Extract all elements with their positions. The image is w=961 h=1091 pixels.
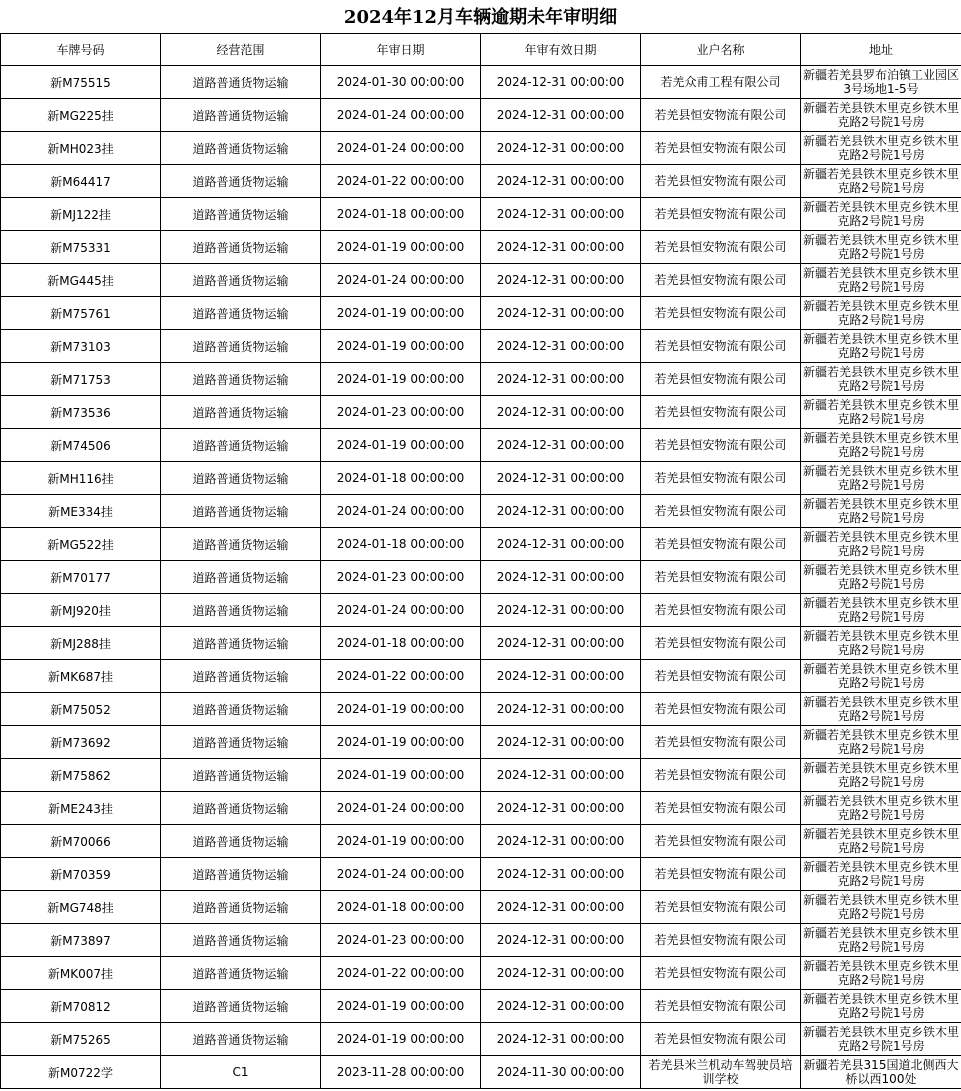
company-name-cell: 若羌县恒安物流有限公司 [641,363,801,396]
business-scope-cell: 道路普通货物运输 [161,627,321,660]
company-name-cell: 若羌县恒安物流有限公司 [641,330,801,363]
address-cell: 新疆若羌县铁木里克乡铁木里克路2号院1号房 [801,429,961,462]
table-row [1,132,961,165]
inspection-date-cell: 2023-11-28 00:00:00 [321,1056,481,1089]
valid-until-cell: 2024-12-31 00:00:00 [481,396,641,429]
address-cell: 新疆若羌县罗布泊镇工业园区3号场地1-5号 [801,66,961,99]
address-cell: 新疆若羌县铁木里克乡铁木里克路2号院1号房 [801,297,961,330]
valid-until-cell: 2024-12-31 00:00:00 [481,660,641,693]
valid-until-cell: 2024-12-31 00:00:00 [481,627,641,660]
inspection-date-cell: 2024-01-19 00:00:00 [321,330,481,363]
inspection-date-cell: 2024-01-19 00:00:00 [321,231,481,264]
table-row [1,924,961,957]
address-cell: 新疆若羌县铁木里克乡铁木里克路2号院1号房 [801,330,961,363]
business-scope-cell: 道路普通货物运输 [161,495,321,528]
table-header-row [1,34,961,66]
table-row [1,660,961,693]
company-name-cell: 若羌县恒安物流有限公司 [641,990,801,1023]
table-row [1,627,961,660]
plate-number-cell: 新MH116挂 [1,462,161,495]
address-cell: 新疆若羌县铁木里克乡铁木里克路2号院1号房 [801,957,961,990]
inspection-date-cell: 2024-01-18 00:00:00 [321,198,481,231]
valid-until-cell: 2024-12-31 00:00:00 [481,264,641,297]
plate-number-cell: 新M70177 [1,561,161,594]
plate-number-cell: 新M64417 [1,165,161,198]
inspection-date-cell: 2024-01-18 00:00:00 [321,891,481,924]
business-scope-cell: 道路普通货物运输 [161,66,321,99]
table-row [1,99,961,132]
company-name-cell: 若羌县恒安物流有限公司 [641,693,801,726]
page-title: 2024年12月车辆逾期未年审明细 [343,7,618,28]
business-scope-cell: 道路普通货物运输 [161,693,321,726]
business-scope-cell: 道路普通货物运输 [161,957,321,990]
valid-until-cell: 2024-12-31 00:00:00 [481,924,641,957]
plate-number-cell: 新ME243挂 [1,792,161,825]
address-cell: 新疆若羌县铁木里克乡铁木里克路2号院1号房 [801,165,961,198]
table-row [1,165,961,198]
table-row [1,990,961,1023]
valid-until-cell: 2024-12-31 00:00:00 [481,891,641,924]
address-cell: 新疆若羌县铁木里克乡铁木里克路2号院1号房 [801,792,961,825]
plate-number-cell: 新M71753 [1,363,161,396]
inspection-date-cell: 2024-01-24 00:00:00 [321,792,481,825]
company-name-cell: 若羌县恒安物流有限公司 [641,462,801,495]
address-cell: 新疆若羌县铁木里克乡铁木里克路2号院1号房 [801,594,961,627]
address-cell: 新疆若羌县铁木里克乡铁木里克路2号院1号房 [801,627,961,660]
valid-until-cell: 2024-12-31 00:00:00 [481,363,641,396]
table-row [1,495,961,528]
valid-until-cell: 2024-12-31 00:00:00 [481,132,641,165]
address-cell: 新疆若羌县铁木里克乡铁木里克路2号院1号房 [801,660,961,693]
company-name-cell: 若羌县恒安物流有限公司 [641,957,801,990]
table-row [1,693,961,726]
address-cell: 新疆若羌县铁木里克乡铁木里克路2号院1号房 [801,363,961,396]
inspection-date-cell: 2024-01-23 00:00:00 [321,561,481,594]
plate-number-cell: 新MG445挂 [1,264,161,297]
address-cell: 新疆若羌县铁木里克乡铁木里克路2号院1号房 [801,198,961,231]
plate-number-cell: 新M75761 [1,297,161,330]
address-cell: 新疆若羌县铁木里克乡铁木里克路2号院1号房 [801,858,961,891]
company-name-cell: 若羌县恒安物流有限公司 [641,165,801,198]
business-scope-cell: 道路普通货物运输 [161,198,321,231]
table-row [1,330,961,363]
inspection-date-cell: 2024-01-19 00:00:00 [321,825,481,858]
plate-number-cell: 新M73103 [1,330,161,363]
company-name-cell: 若羌县恒安物流有限公司 [641,726,801,759]
table-row [1,759,961,792]
inspection-date-cell: 2024-01-22 00:00:00 [321,165,481,198]
business-scope-cell: 道路普通货物运输 [161,231,321,264]
address-cell: 新疆若羌县铁木里克乡铁木里克路2号院1号房 [801,924,961,957]
plate-number-cell: 新M70812 [1,990,161,1023]
table-row [1,891,961,924]
company-name-cell: 若羌众甫工程有限公司 [641,66,801,99]
inspection-date-cell: 2024-01-19 00:00:00 [321,693,481,726]
business-scope-cell: 道路普通货物运输 [161,396,321,429]
inspection-date-cell: 2024-01-18 00:00:00 [321,462,481,495]
company-name-cell: 若羌县恒安物流有限公司 [641,891,801,924]
header-business-scope: 经营范围 [161,34,321,66]
company-name-cell: 若羌县恒安物流有限公司 [641,429,801,462]
valid-until-cell: 2024-12-31 00:00:00 [481,330,641,363]
address-cell: 新疆若羌县铁木里克乡铁木里克路2号院1号房 [801,990,961,1023]
valid-until-cell: 2024-12-31 00:00:00 [481,198,641,231]
company-name-cell: 若羌县恒安物流有限公司 [641,198,801,231]
table-row [1,429,961,462]
address-cell: 新疆若羌县铁木里克乡铁木里克路2号院1号房 [801,693,961,726]
address-cell: 新疆若羌县铁木里克乡铁木里克路2号院1号房 [801,825,961,858]
address-cell: 新疆若羌县铁木里克乡铁木里克路2号院1号房 [801,1023,961,1056]
inspection-date-cell: 2024-01-24 00:00:00 [321,132,481,165]
address-cell: 新疆若羌县铁木里克乡铁木里克路2号院1号房 [801,495,961,528]
plate-number-cell: 新M75265 [1,1023,161,1056]
company-name-cell: 若羌县恒安物流有限公司 [641,759,801,792]
company-name-cell: 若羌县恒安物流有限公司 [641,792,801,825]
valid-until-cell: 2024-12-31 00:00:00 [481,594,641,627]
address-cell: 新疆若羌县315国道北侧西大桥以西100处 [801,1056,961,1089]
business-scope-cell: 道路普通货物运输 [161,1023,321,1056]
address-cell: 新疆若羌县铁木里克乡铁木里克路2号院1号房 [801,759,961,792]
company-name-cell: 若羌县恒安物流有限公司 [641,924,801,957]
valid-until-cell: 2024-12-31 00:00:00 [481,528,641,561]
company-name-cell: 若羌县恒安物流有限公司 [641,594,801,627]
business-scope-cell: 道路普通货物运输 [161,660,321,693]
inspection-date-cell: 2024-01-23 00:00:00 [321,924,481,957]
header-address: 地址 [801,34,961,66]
table-row [1,1023,961,1056]
plate-number-cell: 新M74506 [1,429,161,462]
plate-number-cell: 新M70359 [1,858,161,891]
inspection-date-cell: 2024-01-22 00:00:00 [321,660,481,693]
valid-until-cell: 2024-12-31 00:00:00 [481,858,641,891]
table-row [1,462,961,495]
business-scope-cell: 道路普通货物运输 [161,924,321,957]
inspection-date-cell: 2024-01-19 00:00:00 [321,990,481,1023]
table-row [1,825,961,858]
business-scope-cell: 道路普通货物运输 [161,264,321,297]
table-row [1,528,961,561]
valid-until-cell: 2024-12-31 00:00:00 [481,165,641,198]
business-scope-cell: 道路普通货物运输 [161,759,321,792]
valid-until-cell: 2024-12-31 00:00:00 [481,561,641,594]
company-name-cell: 若羌县米兰机动车驾驶员培训学校 [641,1056,801,1089]
table-row [1,363,961,396]
business-scope-cell: 道路普通货物运输 [161,825,321,858]
plate-number-cell: 新M73536 [1,396,161,429]
address-cell: 新疆若羌县铁木里克乡铁木里克路2号院1号房 [801,231,961,264]
address-cell: 新疆若羌县铁木里克乡铁木里克路2号院1号房 [801,891,961,924]
inspection-date-cell: 2024-01-19 00:00:00 [321,726,481,759]
business-scope-cell: 道路普通货物运输 [161,792,321,825]
address-cell: 新疆若羌县铁木里克乡铁木里克路2号院1号房 [801,462,961,495]
business-scope-cell: 道路普通货物运输 [161,891,321,924]
valid-until-cell: 2024-12-31 00:00:00 [481,957,641,990]
business-scope-cell: 道路普通货物运输 [161,132,321,165]
valid-until-cell: 2024-12-31 00:00:00 [481,990,641,1023]
company-name-cell: 若羌县恒安物流有限公司 [641,297,801,330]
business-scope-cell: 道路普通货物运输 [161,165,321,198]
inspection-date-cell: 2024-01-19 00:00:00 [321,429,481,462]
plate-number-cell: 新MJ920挂 [1,594,161,627]
plate-number-cell: 新M70066 [1,825,161,858]
plate-number-cell: 新M75862 [1,759,161,792]
address-cell: 新疆若羌县铁木里克乡铁木里克路2号院1号房 [801,561,961,594]
header-plate-number: 车牌号码 [1,34,161,66]
inspection-date-cell: 2024-01-24 00:00:00 [321,495,481,528]
business-scope-cell: 道路普通货物运输 [161,561,321,594]
plate-number-cell: 新MG225挂 [1,99,161,132]
business-scope-cell: 道路普通货物运输 [161,594,321,627]
table-row [1,66,961,99]
business-scope-cell: 道路普通货物运输 [161,462,321,495]
business-scope-cell: 道路普通货物运输 [161,990,321,1023]
company-name-cell: 若羌县恒安物流有限公司 [641,528,801,561]
inspection-date-cell: 2024-01-18 00:00:00 [321,528,481,561]
plate-number-cell: 新M73897 [1,924,161,957]
address-cell: 新疆若羌县铁木里克乡铁木里克路2号院1号房 [801,99,961,132]
valid-until-cell: 2024-11-30 00:00:00 [481,1056,641,1089]
business-scope-cell: 道路普通货物运输 [161,726,321,759]
plate-number-cell: 新MJ122挂 [1,198,161,231]
valid-until-cell: 2024-12-31 00:00:00 [481,495,641,528]
inspection-date-cell: 2024-01-24 00:00:00 [321,594,481,627]
inspection-date-cell: 2024-01-24 00:00:00 [321,99,481,132]
business-scope-cell: 道路普通货物运输 [161,528,321,561]
plate-number-cell: 新MG748挂 [1,891,161,924]
table-row [1,726,961,759]
plate-number-cell: 新M0722学 [1,1056,161,1089]
plate-number-cell: 新MK687挂 [1,660,161,693]
inspection-date-cell: 2024-01-19 00:00:00 [321,1023,481,1056]
valid-until-cell: 2024-12-31 00:00:00 [481,429,641,462]
inspection-date-cell: 2024-01-19 00:00:00 [321,363,481,396]
business-scope-cell: 道路普通货物运输 [161,99,321,132]
table-row [1,198,961,231]
table-row [1,957,961,990]
header-company-name: 业户名称 [641,34,801,66]
table-row [1,264,961,297]
company-name-cell: 若羌县恒安物流有限公司 [641,627,801,660]
company-name-cell: 若羌县恒安物流有限公司 [641,561,801,594]
valid-until-cell: 2024-12-31 00:00:00 [481,99,641,132]
plate-number-cell: 新MH023挂 [1,132,161,165]
company-name-cell: 若羌县恒安物流有限公司 [641,660,801,693]
address-cell: 新疆若羌县铁木里克乡铁木里克路2号院1号房 [801,528,961,561]
plate-number-cell: 新MG522挂 [1,528,161,561]
company-name-cell: 若羌县恒安物流有限公司 [641,495,801,528]
inspection-date-cell: 2024-01-22 00:00:00 [321,957,481,990]
business-scope-cell: 道路普通货物运输 [161,429,321,462]
company-name-cell: 若羌县恒安物流有限公司 [641,858,801,891]
valid-until-cell: 2024-12-31 00:00:00 [481,297,641,330]
address-cell: 新疆若羌县铁木里克乡铁木里克路2号院1号房 [801,726,961,759]
company-name-cell: 若羌县恒安物流有限公司 [641,99,801,132]
table-row [1,858,961,891]
company-name-cell: 若羌县恒安物流有限公司 [641,396,801,429]
valid-until-cell: 2024-12-31 00:00:00 [481,825,641,858]
valid-until-cell: 2024-12-31 00:00:00 [481,726,641,759]
table-row [1,561,961,594]
valid-until-cell: 2024-12-31 00:00:00 [481,66,641,99]
table-row [1,231,961,264]
business-scope-cell: 道路普通货物运输 [161,363,321,396]
company-name-cell: 若羌县恒安物流有限公司 [641,264,801,297]
inspection-date-cell: 2024-01-19 00:00:00 [321,297,481,330]
business-scope-cell: C1 [161,1056,321,1089]
business-scope-cell: 道路普通货物运输 [161,297,321,330]
business-scope-cell: 道路普通货物运输 [161,858,321,891]
plate-number-cell: 新MK007挂 [1,957,161,990]
valid-until-cell: 2024-12-31 00:00:00 [481,693,641,726]
company-name-cell: 若羌县恒安物流有限公司 [641,825,801,858]
address-cell: 新疆若羌县铁木里克乡铁木里克路2号院1号房 [801,132,961,165]
valid-until-cell: 2024-12-31 00:00:00 [481,792,641,825]
inspection-date-cell: 2024-01-19 00:00:00 [321,759,481,792]
plate-number-cell: 新M73692 [1,726,161,759]
inspection-date-cell: 2024-01-30 00:00:00 [321,66,481,99]
inspection-date-cell: 2024-01-23 00:00:00 [321,396,481,429]
company-name-cell: 若羌县恒安物流有限公司 [641,231,801,264]
overdue-vehicle-table [0,33,961,1089]
table-row [1,297,961,330]
inspection-date-cell: 2024-01-18 00:00:00 [321,627,481,660]
plate-number-cell: 新ME334挂 [1,495,161,528]
header-inspection-date: 年审日期 [321,34,481,66]
valid-until-cell: 2024-12-31 00:00:00 [481,231,641,264]
table-row [1,396,961,429]
address-cell: 新疆若羌县铁木里克乡铁木里克路2号院1号房 [801,264,961,297]
table-row [1,1056,961,1089]
plate-number-cell: 新M75331 [1,231,161,264]
business-scope-cell: 道路普通货物运输 [161,330,321,363]
company-name-cell: 若羌县恒安物流有限公司 [641,132,801,165]
inspection-date-cell: 2024-01-24 00:00:00 [321,264,481,297]
table-row [1,594,961,627]
header-valid-until: 年审有效日期 [481,34,641,66]
plate-number-cell: 新M75052 [1,693,161,726]
plate-number-cell: 新M75515 [1,66,161,99]
inspection-date-cell: 2024-01-24 00:00:00 [321,858,481,891]
address-cell: 新疆若羌县铁木里克乡铁木里克路2号院1号房 [801,396,961,429]
valid-until-cell: 2024-12-31 00:00:00 [481,462,641,495]
valid-until-cell: 2024-12-31 00:00:00 [481,759,641,792]
company-name-cell: 若羌县恒安物流有限公司 [641,1023,801,1056]
table-row [1,792,961,825]
plate-number-cell: 新MJ288挂 [1,627,161,660]
valid-until-cell: 2024-12-31 00:00:00 [481,1023,641,1056]
